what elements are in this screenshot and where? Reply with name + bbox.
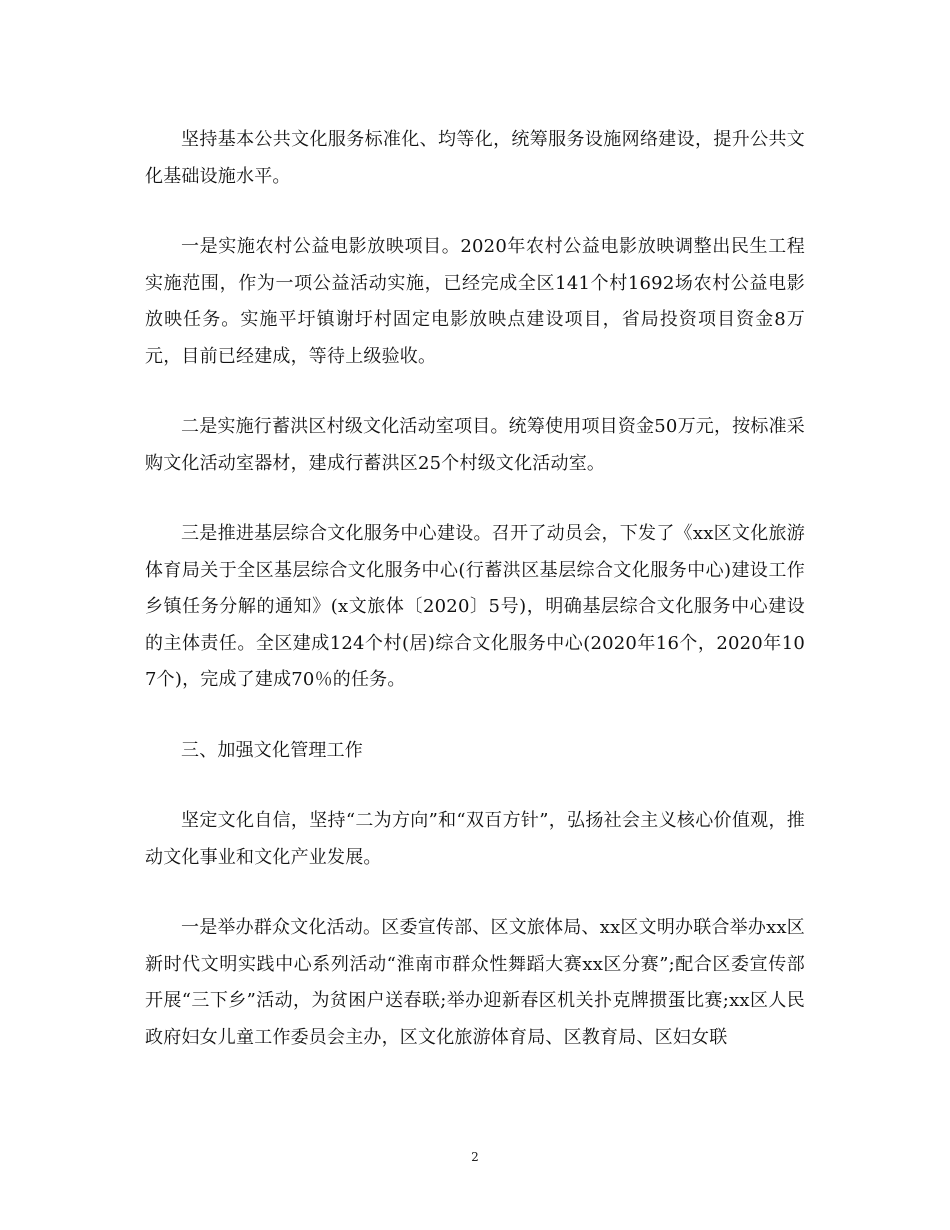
paragraph-rural-film: 一是实施农村公益电影放映项目。2020年农村公益电影放映调整出民生工程实施范围，作为一项公益活动实施，已经完成全区141个村1692场农村公益电影放映任务。实施平圩镇谢圩村固定电影放映点建设项目，省局投资项目资金8万元，目前已经建成，等待上级验收。: [145, 236, 805, 367]
paragraph-mass-activities: 一是举办群众文化活动。区委宣传部、区文旅体局、xx区文明办联合举办xx区新时代文明实践中心系列活动“淮南市群众性舞蹈大赛xx区分赛”;配合区委宣传部开展“三下乡”活动，为贫困户送春联;举办迎新春区机关扑克牌掼蛋比赛;xx区人民政府妇女儿童工作委员会主办，区文化旅游体育局、区教育局、区妇女联: [145, 917, 805, 1048]
paragraph-service-centers: 三是推进基层综合文化服务中心建设。召开了动员会，下发了《xx区文化旅游体育局关于全区基层综合文化服务中心(行蓄洪区基层综合文化服务中心)建设工作乡镇任务分解的通知》(x文旅体〔2020〕5号)，明确基层综合文化服务中心建设的主体责任。全区建成124个村(居)综合文化服务中心(2020年16个，2020年107个)，完成了建成70％的任务。: [145, 523, 805, 690]
document-body: [145, 122, 805, 1090]
page-number: 2: [471, 1150, 479, 1164]
section-heading: 三、加强文化管理工作: [181, 739, 363, 761]
paragraph-intro: 坚持基本公共文化服务标准化、均等化，统筹服务设施网络建设，提升公共文化基础设施水平。: [145, 129, 805, 187]
paragraph-flood-zone-rooms: 二是实施行蓄洪区村级文化活动室项目。统筹使用项目资金50万元，按标准采购文化活动室器材，建成行蓄洪区25个村级文化活动室。: [145, 416, 805, 474]
paragraph-cultural-confidence: 坚定文化自信，坚持“二为方向”和“双百方针”，弘扬社会主义核心价值观，推动文化事业和文化产业发展。: [145, 810, 805, 868]
